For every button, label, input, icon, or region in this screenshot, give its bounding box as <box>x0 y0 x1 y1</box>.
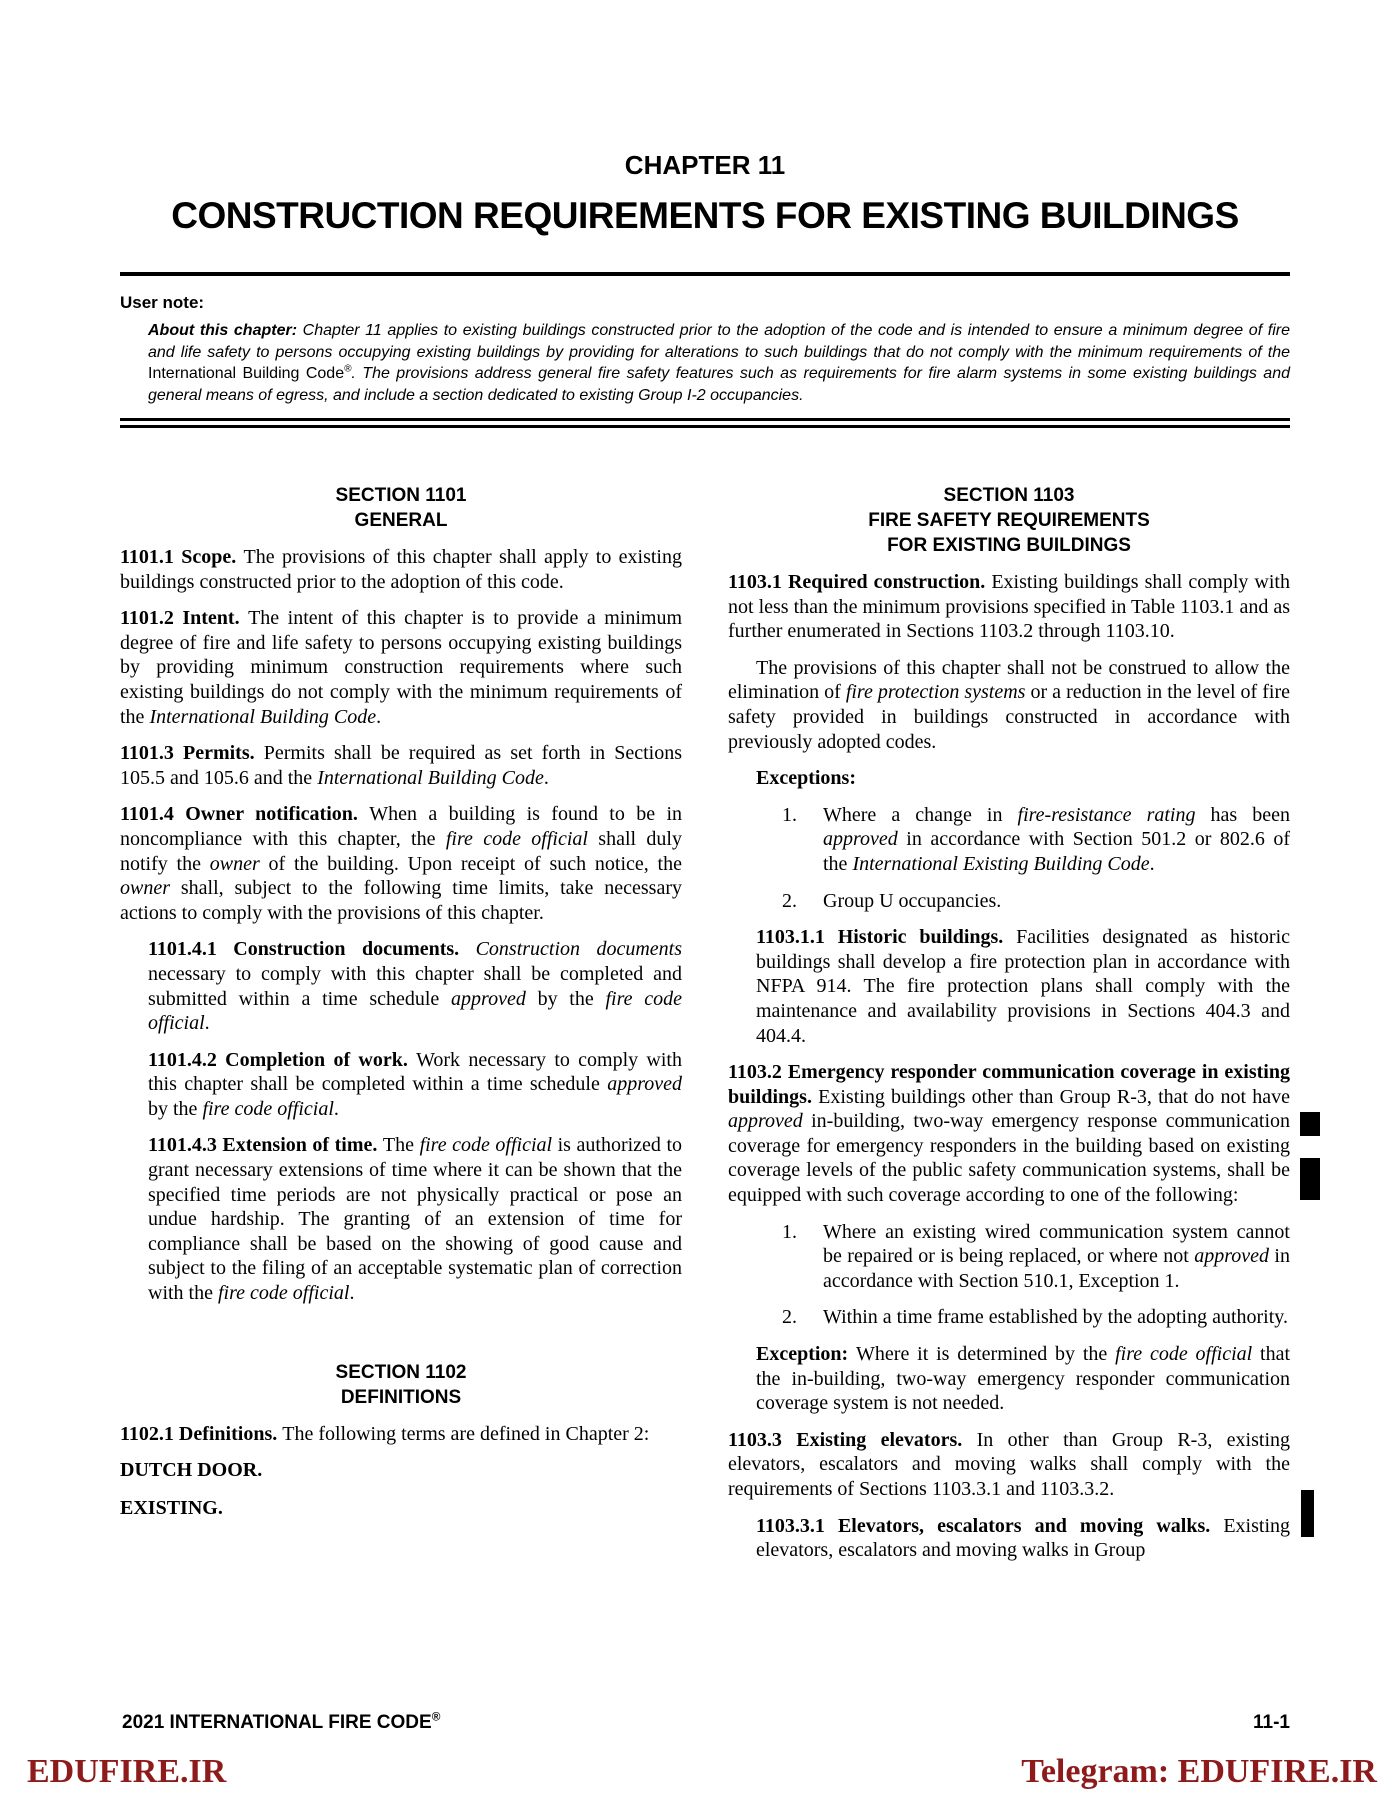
para-1103-1: 1103.1 Required construction. Existing buildings shall comply with not less than the minimum provisions specified in Table 1103.1 and as further enumerated in Sections 1103.2 through 1103.10. <box>728 571 1290 643</box>
section-title: FIRE SAFETY REQUIREMENTS <box>868 510 1150 531</box>
change-bar <box>1300 1112 1320 1136</box>
list-item-1 <box>782 1220 1290 1294</box>
para-1103-3: 1103.3 Existing elevators. In other than Group R-3, existing elevators, escalators and moving walks shall comply with the requirements of Sections 1103.3.1 and 1103.3.2. <box>728 1428 1290 1500</box>
section-number: SECTION 1101 <box>335 485 467 506</box>
page-content <box>120 0 1290 1575</box>
exception-item-1 <box>782 803 1290 877</box>
chapter-label: CHAPTER 11 <box>624 150 786 180</box>
page-number: 11-1 <box>1253 1712 1290 1733</box>
exceptions-label: Exceptions: <box>756 767 856 790</box>
para-1103-1-1: 1103.1.1 Historic buildings. Facilities designated as historic buildings shall develop a fire protection plan in accordance with NFPA 914. The fire protection plans shall comply with the maintenance and availability provisions in Sections 404.3 and 404.4. <box>756 926 1290 1047</box>
user-note-paragraph: About this chapter: Chapter 11 applies to existing buildings constructed prior to the adoption of the code and is intended to ensure a minimum degree of fire and life safety to persons occupying existing buildings by providing for alterations to such buildings that do not comply with the minimum requirements of the International Building Code®. The provisions address general fire safety features such as requirements for fire alarm systems in some existing buildings and general means of egress, and include a section dedicated to existing Group I-2 occupancies. <box>148 322 1290 404</box>
section-heading-1101 <box>120 483 682 533</box>
defined-term-dutch-door: DUTCH DOOR. <box>120 1459 263 1482</box>
chapter-title: CONSTRUCTION REQUIREMENTS FOR EXISTING BUILDINGS <box>171 195 1239 236</box>
para-exception: Exception: Where it is determined by the fire code official that the in-building, two-way emergency responder communication coverage system is not needed. <box>756 1343 1291 1415</box>
para-1103-2: 1103.2 Emergency responder communication coverage in existing buildings. Existing buildings other than Group R-3, that do not have approved in-building, two-way emergency response communication coverage for emergency responders in the building based on existing coverage levels of the public safety communication systems, shall be equipped with such coverage according to one of the following: <box>728 1061 1290 1207</box>
section-number: SECTION 1102 <box>335 1361 467 1383</box>
item-text: Group U occupancies. <box>823 889 1002 912</box>
right-column <box>728 483 1290 1575</box>
para-1101-4-2: 1101.4.2 Completion of work. Work necessary to comply with this chapter shall be completed within a time schedule approved by the fire code official. <box>148 1048 682 1120</box>
two-column-body <box>120 483 1290 1575</box>
horizontal-rule-double <box>120 418 1290 428</box>
left-column <box>120 483 682 1575</box>
item-text: Where an existing wired communication system cannot be repaired or is being replaced, or where not approved in accordance with Section 510.1, Exception 1. <box>823 1220 1290 1292</box>
item-number: 2. <box>782 889 797 912</box>
item-number: 2. <box>782 1306 797 1329</box>
watermark-edufire: EDUFIRE.IR <box>27 1753 227 1790</box>
section-title-line2: FOR EXISTING BUILDINGS <box>887 535 1131 556</box>
section-title: DEFINITIONS <box>340 1386 462 1408</box>
para-1102-1: 1102.1 Definitions. The following terms are defined in Chapter 2: <box>120 1422 650 1445</box>
para-1103-1-continued: The provisions of this chapter shall not be construed to allow the elimination of fire protection systems or a reduction in the level of fire safety provided in buildings constructed in accordance with previously adopted codes. <box>728 656 1290 753</box>
change-bar <box>1300 1158 1320 1200</box>
change-bar <box>1301 1490 1314 1537</box>
para-1101-1: 1101.1 Scope. The provisions of this chapter shall apply to existing buildings constructed prior to the adoption of this code. <box>120 546 682 593</box>
section-heading-1102 <box>120 1360 682 1410</box>
watermark-telegram: Telegram: EDUFIRE.IR <box>1021 1753 1377 1790</box>
para-1101-4-1: 1101.4.1 Construction documents. Construction documents necessary to comply with this chapter shall be completed and submitted within a time schedule approved by the fire code official. <box>148 938 682 1035</box>
item-text: Where a change in fire-resistance rating has been approved in accordance with Section 501.2 or 802.6 of the International Existing Building Code. <box>823 803 1290 875</box>
footer-code-title: 2021 INTERNATIONAL FIRE CODE® <box>122 1710 441 1733</box>
section-number: SECTION 1103 <box>943 485 1075 506</box>
para-1101-4-3: 1101.4.3 Extension of time. The fire code official is authorized to grant necessary extensions of time where it can be shown that the specified time periods are not physically practical or pose an undue hardship. The granting of an extension of time for compliance shall be based on the showing of good cause and subject to the filing of an acceptable systematic plan of correction with the fire code official. <box>148 1134 683 1305</box>
item-text: Within a time frame established by the adopting authority. <box>823 1306 1288 1329</box>
section-title: GENERAL <box>354 510 448 531</box>
section-heading-1103 <box>728 483 1290 558</box>
para-1101-2: 1101.2 Intent. The intent of this chapter is to provide a minimum degree of fire and life safety to persons occupying existing buildings by providing minimum construction requirements where such existing buildings do not comply with the minimum requirements of the International Building Code. <box>120 607 683 728</box>
exception-item-2 <box>782 889 1290 914</box>
user-note-label: User note: <box>120 293 205 312</box>
para-1101-4: 1101.4 Owner notification. When a building is found to be in noncompliance with this chapter, the fire code official shall duly notify the owner of the building. Upon receipt of such notice, the owner shall, subject to the following time limits, take necessary actions to comply with the provisions of this chapter. <box>120 803 683 924</box>
para-1103-3-1: 1103.3.1 Elevators, escalators and moving walks. Existing elevators, escalators and moving walks in Group <box>756 1514 1290 1562</box>
list-item-2 <box>782 1305 1290 1330</box>
item-number: 1. <box>782 803 797 826</box>
defined-term-existing: EXISTING. <box>120 1496 223 1519</box>
item-number: 1. <box>782 1220 797 1243</box>
horizontal-rule-thick <box>120 272 1290 276</box>
para-1101-3: 1101.3 Permits. Permits shall be required as set forth in Sections 105.5 and 105.6 and the International Building Code. <box>120 742 683 789</box>
